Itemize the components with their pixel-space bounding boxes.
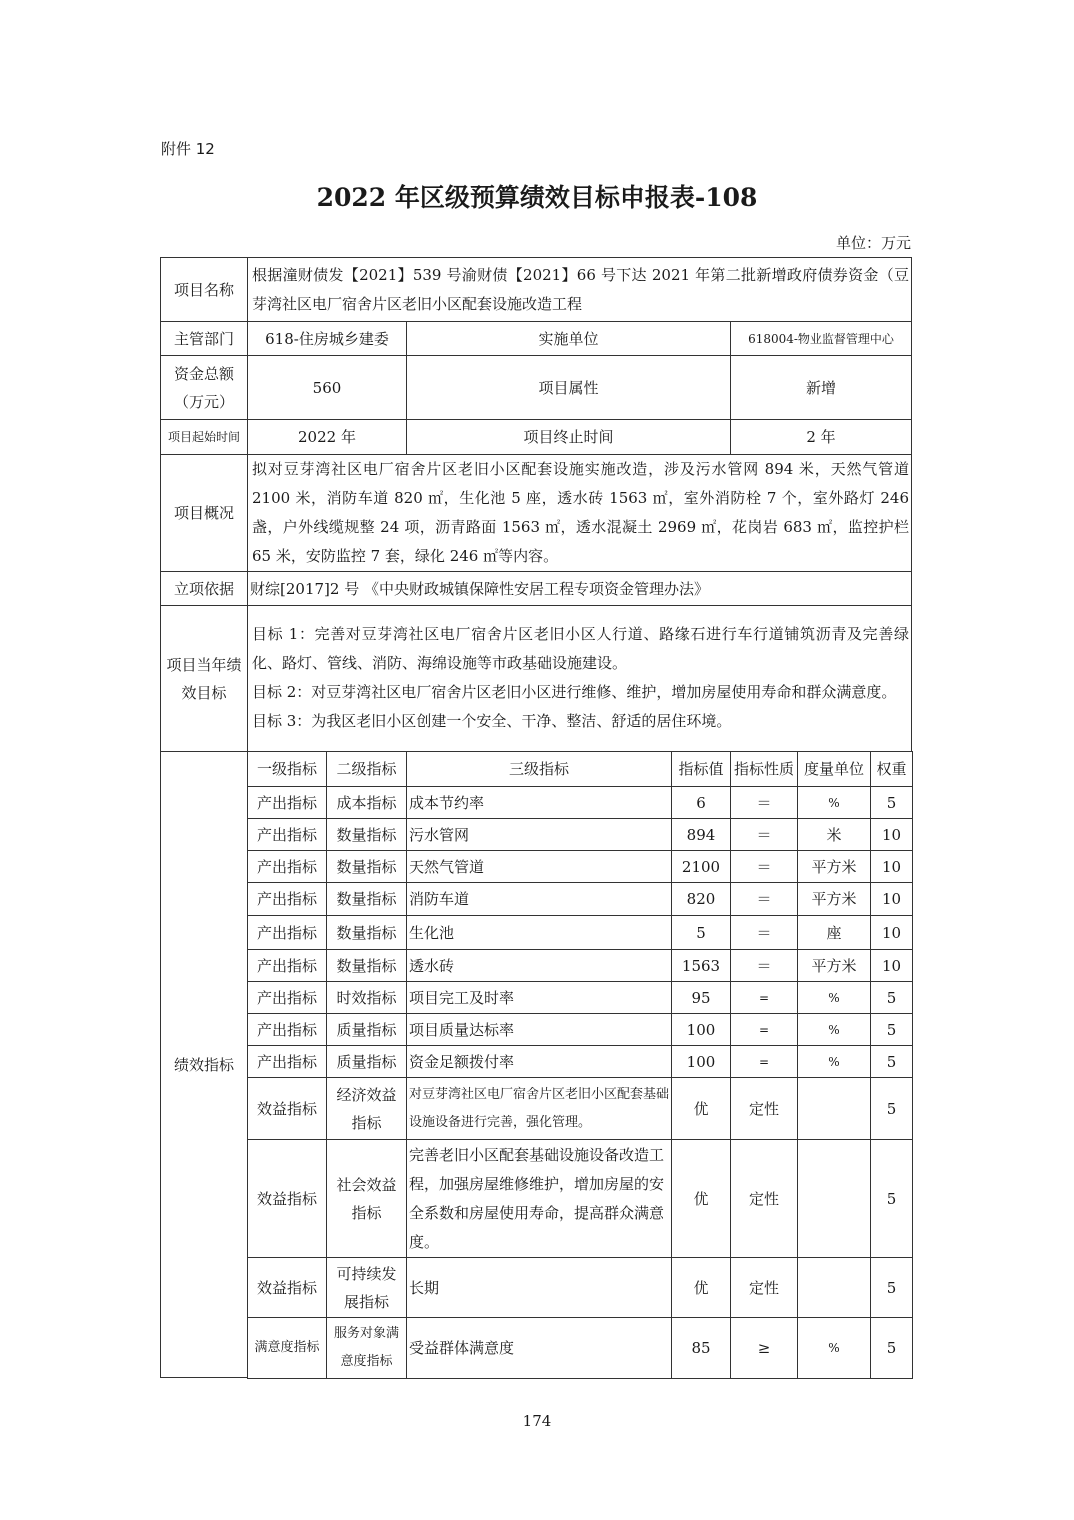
indicator-nature: 定性: [730, 1077, 798, 1140]
indicators-label: 绩效指标: [160, 751, 248, 1378]
indicator-level3: 透水砖: [406, 949, 672, 982]
indicator-nature: =: [730, 1045, 798, 1078]
indicator-level3: 消防车道: [406, 882, 672, 916]
indicator-level2: 质量指标: [326, 1045, 407, 1078]
indicator-level2: 数量指标: [326, 949, 407, 982]
basis-label: 立项依据: [160, 571, 248, 606]
header-unit: 度量单位: [797, 751, 871, 787]
indicator-value: 优: [671, 1077, 731, 1140]
indicator-value: 优: [671, 1257, 731, 1318]
goal-2: 目标 2：对豆芽湾社区电厂宿舍片区老旧小区进行维修、维护，增加房屋使用寿命和群众满意度。: [252, 682, 897, 701]
indicator-level1: 产出指标: [247, 882, 327, 916]
indicator-level2: 社会效益指标: [326, 1139, 407, 1258]
indicator-nature: ＝: [730, 818, 798, 851]
start-label: 项目起始时间: [160, 419, 248, 455]
indicator-level3: 对豆芽湾社区电厂宿舍片区老旧小区配套基础设施设备进行完善，强化管理。: [406, 1077, 672, 1140]
indicator-level1: 效益指标: [247, 1257, 327, 1318]
basis-value: 财综[2017]2 号 《中央财政城镇保障性安居工程专项资金管理办法》: [247, 571, 912, 606]
indicator-level2: 成本指标: [326, 786, 407, 819]
indicator-unit: %: [797, 786, 871, 819]
indicator-value: 820: [671, 882, 731, 916]
indicator-level3: 完善老旧小区配套基础设施设备改造工程，加强房屋维修维护，增加房屋的安全系数和房屋使用寿命，提高群众满意度。: [406, 1139, 672, 1258]
indicator-value: 100: [671, 1013, 731, 1046]
indicator-level3: 项目质量达标率: [406, 1013, 672, 1046]
indicator-level2: 时效指标: [326, 981, 407, 1014]
goal-3: 目标 3：为我区老旧小区创建一个安全、干净、整洁、舒适的居住环境。: [252, 711, 732, 730]
indicator-value: 95: [671, 981, 731, 1014]
indicator-unit: %: [797, 1045, 871, 1078]
indicator-level1: 效益指标: [247, 1077, 327, 1140]
indicator-level2: 数量指标: [326, 850, 407, 883]
overview-value: 拟对豆芽湾社区电厂宿舍片区老旧小区配套设施实施改造，涉及污水管网 894 米，天然气管道 2100 米，消防车道 820 ㎡，生化池 5 座，透水砖 1563 ㎡，室外消防栓 7 个，室外路灯 246 盏，户外线缆规整 24 项，沥青路面 1563 ㎡，透水混凝土 2969 ㎡，花岗岩 683 ㎡，监控护栏 65 米，安防监控 7 套，绿化 246 ㎡等内容。: [252, 460, 909, 565]
indicator-level3: 受益群体满意度: [406, 1317, 672, 1379]
indicator-weight: 5: [870, 1077, 913, 1140]
indicator-level2: 经济效益指标: [326, 1077, 407, 1140]
attachment-label: 附件 12: [161, 140, 215, 158]
indicator-unit: [797, 1139, 871, 1258]
indicator-weight: 10: [870, 915, 913, 950]
impl-label: 实施单位: [406, 321, 731, 356]
impl-value: 618004-物业监督管理中心: [730, 321, 912, 356]
indicator-nature: ＝: [730, 915, 798, 950]
indicator-unit: %: [797, 1317, 871, 1379]
indicator-level1: 产出指标: [247, 818, 327, 851]
indicator-level2: 质量指标: [326, 1013, 407, 1046]
indicator-unit: 座: [797, 915, 871, 950]
indicator-weight: 5: [870, 1013, 913, 1046]
indicator-unit: 平方米: [797, 882, 871, 916]
header-level2: 二级指标: [326, 751, 407, 787]
start-value: 2022 年: [247, 419, 407, 455]
indicator-level3: 生化池: [406, 915, 672, 950]
indicator-nature: ＝: [730, 949, 798, 982]
project-name-label: 项目名称: [160, 257, 248, 322]
indicator-value: 6: [671, 786, 731, 819]
header-level3: 三级指标: [406, 751, 672, 787]
attr-label: 项目属性: [406, 355, 731, 420]
indicator-unit: 平方米: [797, 850, 871, 883]
indicator-nature: ＝: [730, 882, 798, 916]
attr-value: 新增: [730, 355, 912, 420]
indicator-level3: 成本节约率: [406, 786, 672, 819]
indicator-nature: ≥: [730, 1317, 798, 1379]
indicator-unit: [797, 1257, 871, 1318]
indicator-weight: 5: [870, 1045, 913, 1078]
indicator-nature: ＝: [730, 786, 798, 819]
dept-label: 主管部门: [160, 321, 248, 356]
page-title: 2022 年区级预算绩效目标申报表-108: [316, 183, 758, 212]
indicator-value: 85: [671, 1317, 731, 1379]
indicator-level1: 产出指标: [247, 786, 327, 819]
indicator-value: 优: [671, 1139, 731, 1258]
indicator-weight: 5: [870, 981, 913, 1014]
unit-label: 单位：万元: [835, 234, 911, 252]
indicator-value: 894: [671, 818, 731, 851]
indicator-level1: 产出指标: [247, 1013, 327, 1046]
indicator-level1: 产出指标: [247, 915, 327, 950]
goal-label: 项目当年绩效目标: [160, 605, 248, 752]
indicator-level2: 服务对象满意度指标: [326, 1317, 407, 1379]
indicator-weight: 10: [870, 850, 913, 883]
indicator-level1: 产出指标: [247, 981, 327, 1014]
indicator-value: 5: [671, 915, 731, 950]
indicator-level1: 产出指标: [247, 1045, 327, 1078]
indicator-weight: 10: [870, 882, 913, 916]
indicator-unit: %: [797, 1013, 871, 1046]
indicator-level2: 数量指标: [326, 915, 407, 950]
dept-value: 618-住房城乡建委: [247, 321, 407, 356]
indicator-level2: 数量指标: [326, 882, 407, 916]
indicator-value: 2100: [671, 850, 731, 883]
end-label: 项目终止时间: [406, 419, 731, 455]
indicator-weight: 5: [870, 786, 913, 819]
indicator-level1: 效益指标: [247, 1139, 327, 1258]
indicator-level3: 资金足额拨付率: [406, 1045, 672, 1078]
overview-label: 项目概况: [160, 454, 248, 572]
header-nature: 指标性质: [730, 751, 798, 787]
indicator-weight: 10: [870, 949, 913, 982]
indicator-level2: 可持续发展指标: [326, 1257, 407, 1318]
indicator-weight: 10: [870, 818, 913, 851]
indicator-unit: %: [797, 981, 871, 1014]
header-value: 指标值: [671, 751, 731, 787]
indicator-nature: ＝: [730, 850, 798, 883]
page-number: 174: [522, 1412, 552, 1430]
indicator-weight: 5: [870, 1139, 913, 1258]
goal-1: 目标 1：完善对豆芽湾社区电厂宿舍片区老旧小区人行道、路缘石进行车行道铺筑沥青及完善绿化、路灯、管线、消防、海绵设施等市政基础设施建设。: [252, 624, 909, 672]
indicator-level2: 数量指标: [326, 818, 407, 851]
indicator-unit: [797, 1077, 871, 1140]
indicator-nature: 定性: [730, 1139, 798, 1258]
indicator-level3: 项目完工及时率: [406, 981, 672, 1014]
indicator-level1: 满意度指标: [247, 1317, 327, 1379]
indicator-nature: =: [730, 981, 798, 1014]
indicator-nature: 定性: [730, 1257, 798, 1318]
fund-value: 560: [247, 355, 407, 420]
indicator-value: 1563: [671, 949, 731, 982]
indicator-level1: 产出指标: [247, 850, 327, 883]
indicator-weight: 5: [870, 1257, 913, 1318]
indicator-value: 100: [671, 1045, 731, 1078]
indicator-level3: 长期: [406, 1257, 672, 1318]
indicator-nature: =: [730, 1013, 798, 1046]
indicator-unit: 米: [797, 818, 871, 851]
indicator-level3: 天然气管道: [406, 850, 672, 883]
indicator-weight: 5: [870, 1317, 913, 1379]
end-value: 2 年: [730, 419, 912, 455]
header-weight: 权重: [870, 751, 913, 787]
indicator-level1: 产出指标: [247, 949, 327, 982]
indicator-level3: 污水管网: [406, 818, 672, 851]
header-level1: 一级指标: [247, 751, 327, 787]
indicator-unit: 平方米: [797, 949, 871, 982]
fund-label: 资金总额（万元）: [160, 355, 248, 420]
project-name-value: 根据潼财债发【2021】539 号渝财债【2021】66 号下达 2021 年第二批新增政府债券资金（豆芽湾社区电厂宿舍片区老旧小区配套设施改造工程: [252, 265, 909, 313]
